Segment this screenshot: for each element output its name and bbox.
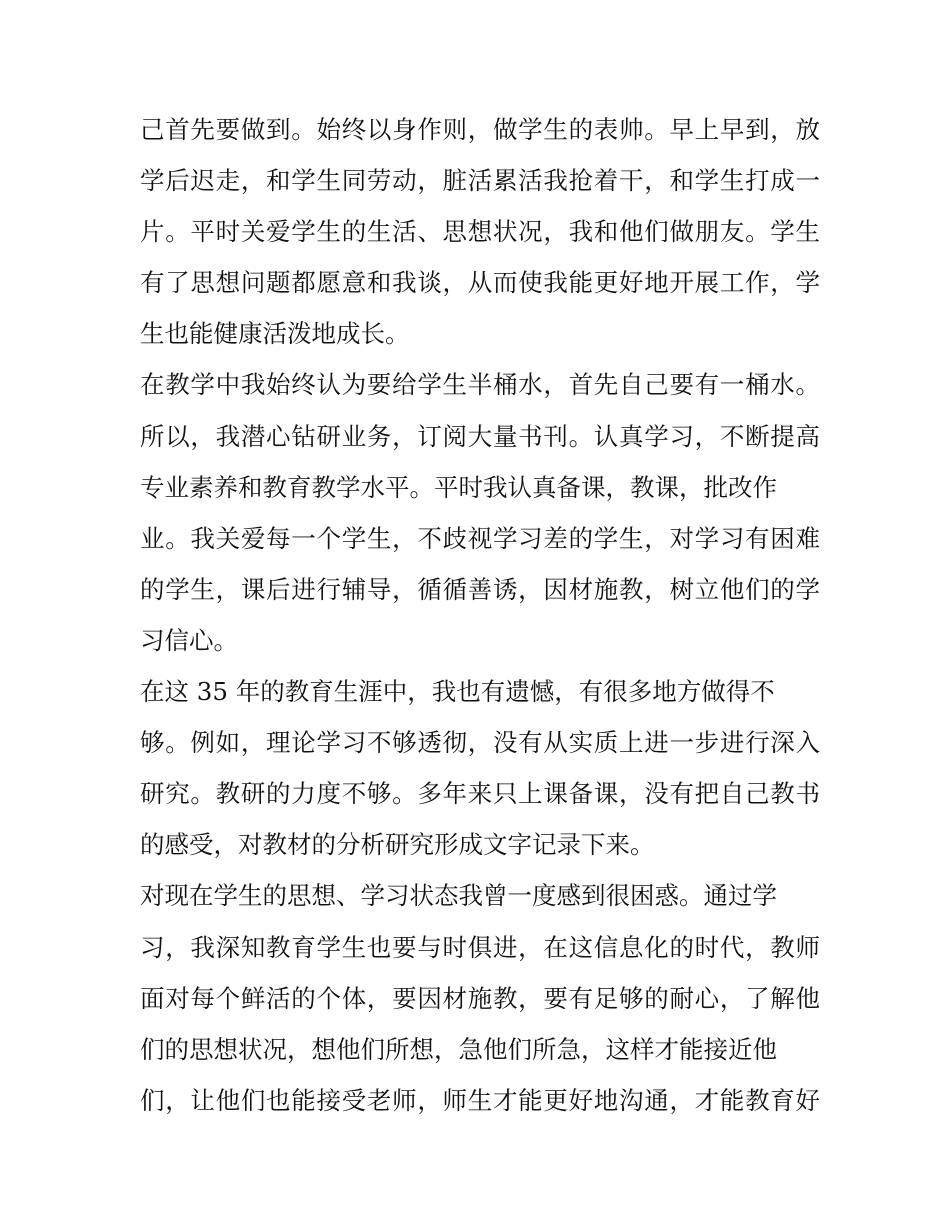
text-line: 习，我深知教育学生也要与时俱进，在这信息化的时代，教师 <box>140 932 820 962</box>
text-line: 学后迟走，和学生同劳动，脏活累活我抢着干，和学生打成一 <box>140 166 820 196</box>
text-line: 业。我关爱每一个学生，不歧视学习差的学生，对学习有困难 <box>140 523 820 553</box>
text-line: 所以，我潜心钻研业务，订阅大量书刊。认真学习，不断提高 <box>140 421 820 451</box>
text-line: 研究。教研的力度不够。多年来只上课备课，没有把自己教书 <box>140 779 820 809</box>
text-line: 有了思想问题都愿意和我谈，从而使我能更好地开展工作，学 <box>140 268 820 298</box>
text-line: 专业素养和教育教学水平。平时我认真备课，教课，批改作 <box>140 472 777 502</box>
text-line: 的感受，对教材的分析研究形成文字记录下来。 <box>140 830 655 860</box>
text-line: 够。例如，理论学习不够透彻，没有从实质上进一步进行深入 <box>140 728 820 758</box>
text-line: 们，让他们也能接受老师，师生才能更好地沟通，才能教育好 <box>140 1085 820 1115</box>
text-line: 己首先要做到。始终以身作则，做学生的表帅。早上早到，放 <box>140 115 820 144</box>
text-line: 们的思想状况，想他们所想，急他们所急，这样才能接近他 <box>140 1034 777 1064</box>
text-line: 面对每个鲜活的个体，要因材施教，要有足够的耐心，了解他 <box>140 983 820 1013</box>
text-line: 习信心。 <box>140 625 238 655</box>
text-line: 片。平时关爱学生的生活、思想状况，我和他们做朋友。学生 <box>140 217 820 247</box>
text-line: 的学生，课后进行辅导，循循善诱，因材施教，树立他们的学 <box>140 574 820 604</box>
text-line: 在这 35 年的教育生涯中，我也有遗憾，有很多地方做得不 <box>140 677 775 707</box>
text-line: 在教学中我始终认为要给学生半桶水，首先自己要有一桶水。 <box>140 370 820 400</box>
text-line: 对现在学生的思想、学习状态我曾一度感到很困惑。通过学 <box>140 881 777 911</box>
body-text <box>140 104 820 1126</box>
text-line: 生也能健康活泼地成长。 <box>140 319 410 349</box>
